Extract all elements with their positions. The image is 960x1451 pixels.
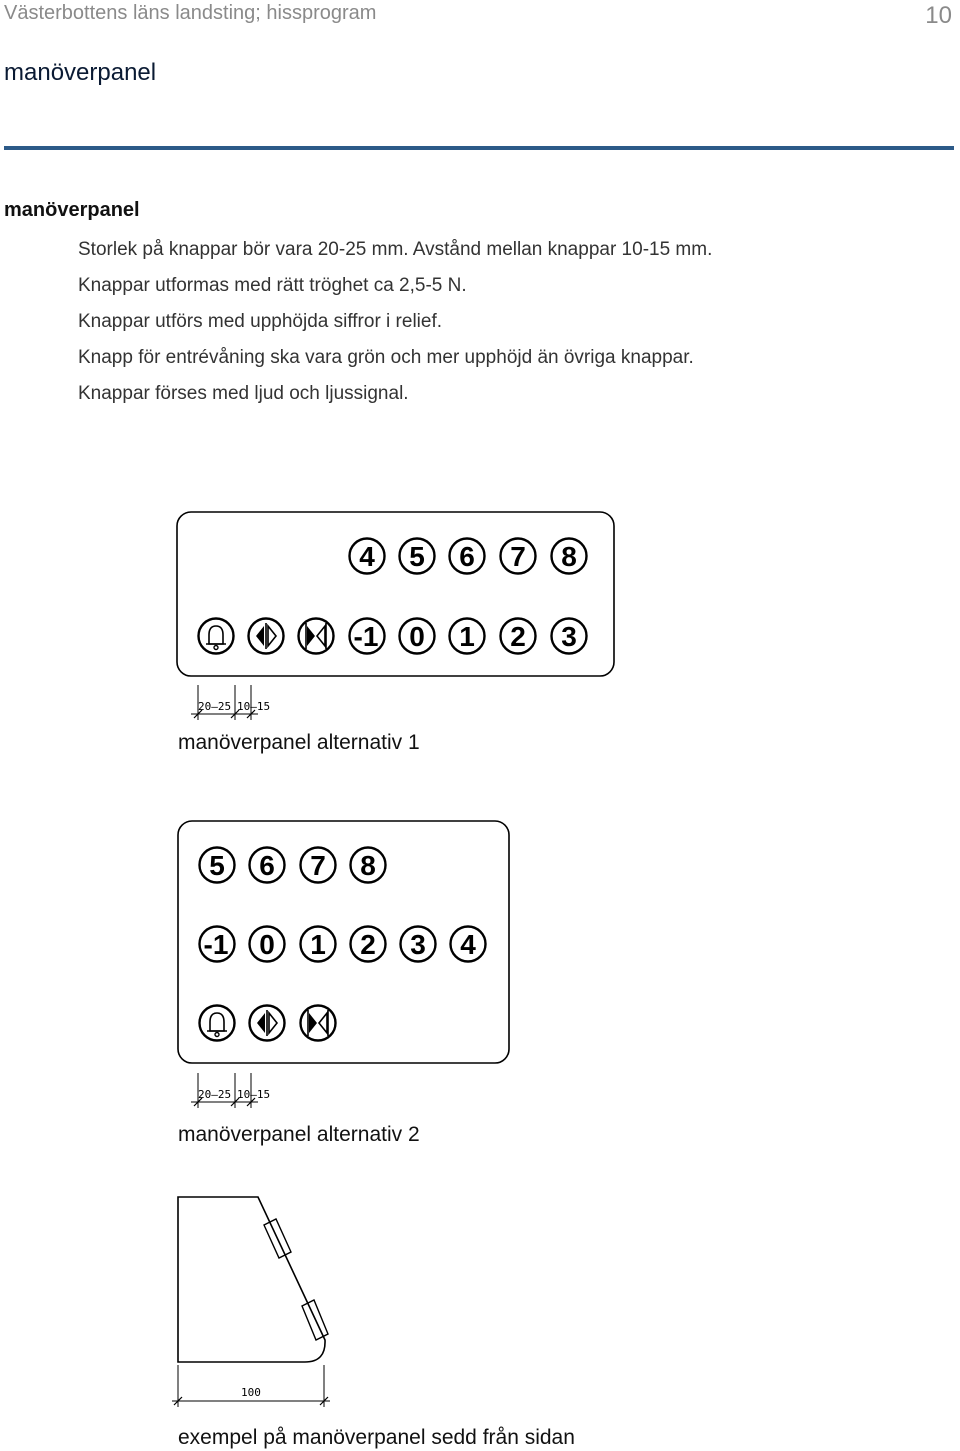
svg-text:5: 5	[209, 850, 225, 881]
svg-text:100: 100	[241, 1386, 261, 1399]
floor-button-7	[501, 539, 536, 574]
svg-text:0: 0	[409, 621, 425, 652]
side-view-outline	[178, 1197, 328, 1362]
panel-1-outline	[177, 512, 614, 676]
svg-text:1: 1	[459, 621, 475, 652]
floor-button-3	[552, 619, 587, 654]
dimension-line-2	[191, 1073, 270, 1108]
svg-text:4: 4	[460, 929, 476, 960]
floor-button-8	[552, 539, 587, 574]
floor-button-7	[301, 848, 336, 883]
floor-button-8	[351, 848, 386, 883]
floor-button--1	[200, 927, 235, 962]
svg-text:8: 8	[360, 850, 376, 881]
floor-button-1	[450, 619, 485, 654]
figure-1-caption: manöverpanel alternativ 1	[178, 731, 420, 754]
page-number: 10	[925, 2, 952, 29]
floor-button-5	[400, 539, 435, 574]
sub-heading: manöverpanel	[4, 199, 140, 221]
svg-text:7: 7	[310, 850, 326, 881]
svg-text:5: 5	[409, 541, 425, 572]
floor-button-3	[401, 927, 436, 962]
section-heading: manöverpanel	[4, 59, 157, 86]
body-line: Knapp för entrévåning ska vara grön och mer upphöjd än övriga knappar.	[78, 347, 694, 368]
floor-button-2	[501, 619, 536, 654]
svg-text:10–15: 10–15	[237, 700, 271, 713]
dimension-line-1	[191, 685, 270, 720]
svg-text:6: 6	[259, 850, 275, 881]
svg-text:0: 0	[259, 929, 275, 960]
svg-text:20–25: 20–25	[198, 700, 232, 713]
svg-text:2: 2	[360, 929, 376, 960]
svg-text:6: 6	[459, 541, 475, 572]
svg-text:-1: -1	[203, 929, 229, 960]
floor-button-4	[451, 927, 486, 962]
door-open-icon	[249, 619, 284, 654]
body-line: Storlek på knappar bör vara 20-25 mm. Avstånd mellan knappar 10-15 mm.	[78, 239, 713, 260]
svg-text:4: 4	[359, 541, 375, 572]
bell-icon	[199, 619, 234, 654]
figure-3-caption: exempel på manöverpanel sedd från sidan	[178, 1426, 575, 1449]
floor-button-6	[250, 848, 285, 883]
door-close-icon	[301, 1006, 336, 1041]
floor-button--1	[350, 619, 385, 654]
svg-text:2: 2	[510, 621, 526, 652]
body-line: Knappar förses med ljud och ljussignal.	[78, 383, 409, 404]
header-title: Västerbottens läns landsting; hissprogram	[4, 2, 377, 24]
floor-button-1	[301, 927, 336, 962]
bell-icon	[200, 1006, 235, 1041]
svg-text:10–15: 10–15	[237, 1088, 271, 1101]
dimension-line-3	[172, 1365, 330, 1407]
floor-button-6	[450, 539, 485, 574]
svg-text:3: 3	[410, 929, 426, 960]
figure-2-caption: manöverpanel alternativ 2	[178, 1123, 420, 1146]
floor-button-4	[350, 539, 385, 574]
svg-text:20–25: 20–25	[198, 1088, 232, 1101]
door-open-icon	[250, 1006, 285, 1041]
body-line: Knappar utförs med upphöjda siffror i relief.	[78, 311, 443, 332]
svg-text:8: 8	[561, 541, 577, 572]
door-close-icon	[299, 619, 334, 654]
svg-text:1: 1	[310, 929, 326, 960]
svg-text:-1: -1	[353, 621, 379, 652]
floor-button-2	[351, 927, 386, 962]
floor-button-5	[200, 848, 235, 883]
floor-button-0	[250, 927, 285, 962]
svg-text:3: 3	[561, 621, 577, 652]
floor-button-0	[400, 619, 435, 654]
body-line: Knappar utformas med rätt tröghet ca 2,5-5 N.	[78, 275, 467, 296]
svg-text:7: 7	[510, 541, 526, 572]
